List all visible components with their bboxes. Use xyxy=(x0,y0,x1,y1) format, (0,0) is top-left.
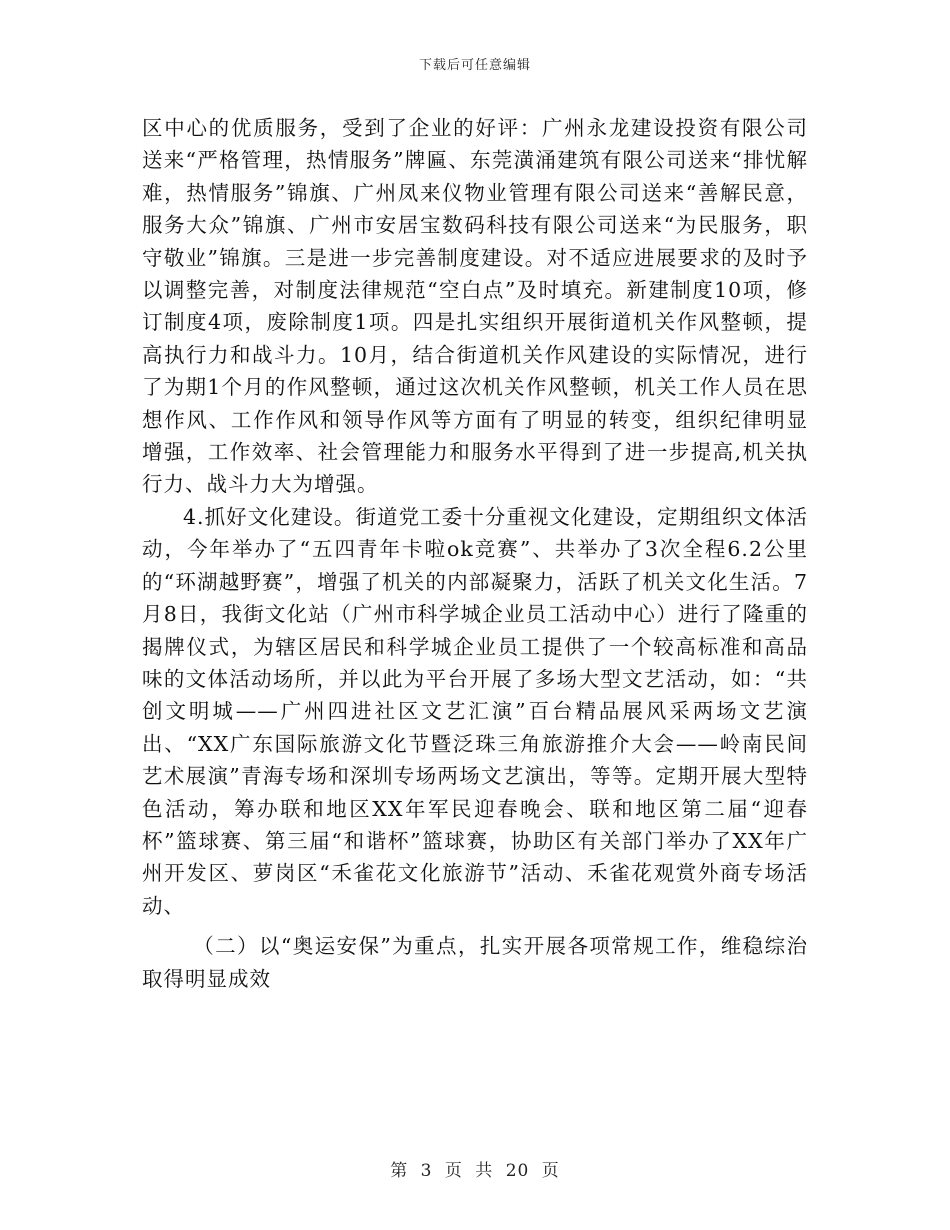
page-number-footer: 第 3 页 共 20 页 xyxy=(390,1161,560,1181)
paragraph-continuation: 区中心的优质服务，受到了企业的好评：广州永龙建设投资有限公司送来“严格管理，热情服务”牌匾、东莞潢涌建筑有限公司送来“排忧解难，热情服务”锦旗、广州凤来仪物业管理有限公司送来“善解民意，服务大众”锦旗、广州市安居宝数码科技有限公司送来“为民服务，职守敬业”锦旗。三是进一步完善制度建设。对不适应进展要求的及时予以调整完善，对制度法律规范“空白点”及时填充。新建制度10项，修订制度4项，废除制度1项。四是扎实组织开展街道机关作风整顿，提高执行力和战斗力。10月，结合街道机关作风建设的实际情况，进行了为期1个月的作风整顿，通过这次机关作风整顿，机关工作人员在思想作风、工作作风和领导作风等方面有了明显的转变，组织纪律明显增强，工作效率、社会管理能力和服务水平得到了进一步提高,机关执行力、战斗力大为增强。 xyxy=(142,116,808,497)
paragraph-culture: 4.抓好文化建设。街道党工委十分重视文化建设，定期组织文体活动，今年举办了“五四青年卡啦ok竞赛”、共举办了3次全程6.2公里的“环湖越野赛”，增强了机关的内部凝聚力，活跃了机关文化生活。7月8日，我街文化站（广州市科学城企业员工活动中心）进行了隆重的揭牌仪式，为辖区居民和科学城企业员工提供了一个较高标准和高品味的文体活动场所，并以此为平台开展了多场大型文艺活动，如：“共创文明城——广州四进社区文艺汇演”百台精品展风采两场文艺演出、“XX广东国际旅游文化节暨泛珠三角旅游推介大会——岭南民间艺术展演”青海专场和深圳专场两场文艺演出，等等。定期开展大型特色活动，筹办联和地区XX年军民迎春晚会、联和地区第二届“迎春杯”篮球赛、第三届“和谐杯”篮球赛，协助区有关部门举办了XX年广州开发区、萝岗区“禾雀花文化旅游节”活动、禾雀花观赏外商专场活动、 xyxy=(142,504,808,918)
section-heading-olympic-security: （二）以“奥运安保”为重点，扎实开展各项常规工作，维稳综治取得明显成效 xyxy=(142,934,808,991)
page-header: 下载后可任意编辑 xyxy=(418,58,531,73)
document-body xyxy=(142,112,808,995)
